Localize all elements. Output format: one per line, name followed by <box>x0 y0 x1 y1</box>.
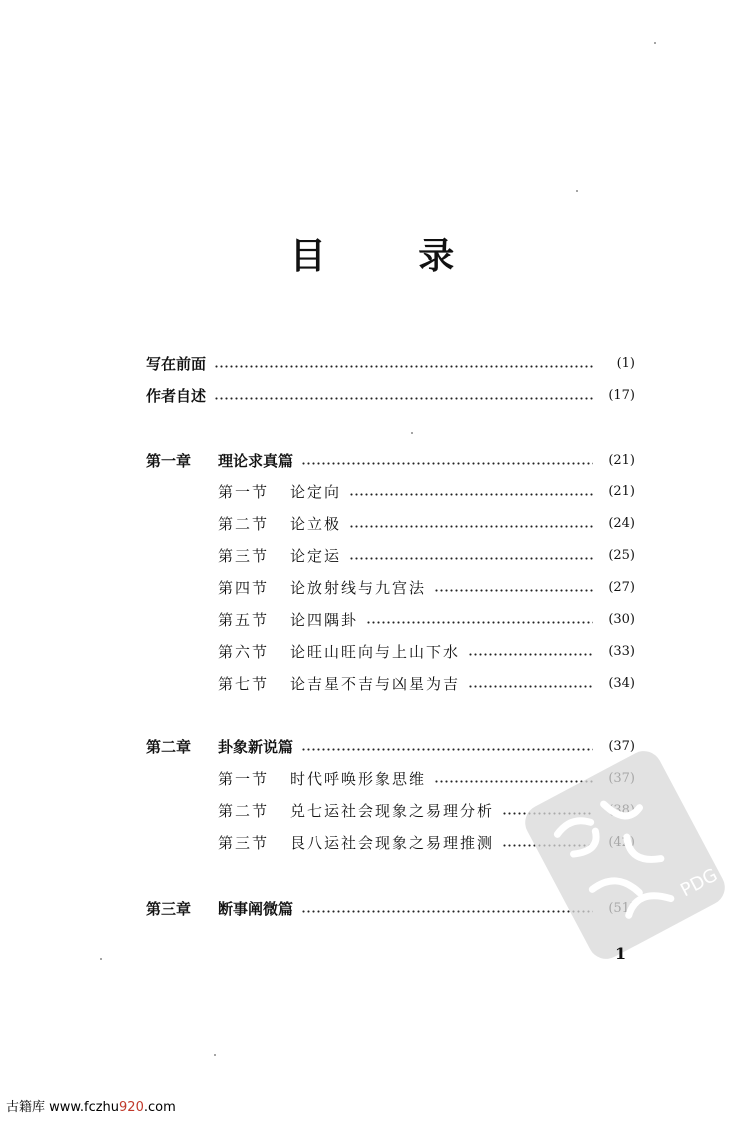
section-number: 第三节 <box>218 547 270 565</box>
chapter-page: (21) <box>608 453 635 468</box>
chapter-number: 第一章 <box>146 452 192 470</box>
chapter-label: 卦象新说篇 <box>218 738 294 756</box>
footer-watermark <box>6 1096 176 1115</box>
leader-dots <box>434 589 593 592</box>
section-number: 第四节 <box>218 579 270 597</box>
footer-url-prefix: www.fczhu <box>49 1100 120 1115</box>
footer-url-suffix: .com <box>143 1100 176 1115</box>
leader-dots <box>301 910 593 913</box>
section-number: 第三节 <box>218 834 270 852</box>
section-number: 第五节 <box>218 611 270 629</box>
scan-speck <box>411 432 413 434</box>
toc-section[interactable] <box>218 545 635 567</box>
footer-site-name: 古籍库 <box>6 1100 46 1115</box>
toc-chapter-2[interactable] <box>146 736 635 758</box>
footer-url-number: 920 <box>119 1100 144 1115</box>
section-page: (21) <box>608 484 635 499</box>
leader-dots <box>301 462 593 465</box>
section-label: 论定向 <box>290 483 342 501</box>
chapter-label: 理论求真篇 <box>218 452 294 470</box>
leader-dots <box>349 557 593 560</box>
toc-entry-page: (17) <box>608 388 635 403</box>
leader-dots <box>349 525 593 528</box>
section-page: (25) <box>608 548 635 563</box>
page-title: 目 录 <box>289 236 495 277</box>
toc-section[interactable] <box>218 609 635 631</box>
toc-chapter-1[interactable] <box>146 450 635 472</box>
section-number: 第二节 <box>218 515 270 533</box>
toc-section[interactable] <box>218 513 635 535</box>
toc-section[interactable] <box>218 673 635 695</box>
seal-text: PDG <box>677 864 722 902</box>
leader-dots <box>366 621 593 624</box>
chapter-label: 断事阐微篇 <box>218 900 294 918</box>
section-label: 时代呼唤形象思维 <box>290 770 427 788</box>
section-label: 论立极 <box>290 515 342 533</box>
section-page: (30) <box>608 612 635 627</box>
chapter-page: (37) <box>608 739 635 754</box>
section-label: 论四隅卦 <box>290 611 359 629</box>
toc-entry-preface[interactable] <box>146 353 635 375</box>
section-label: 论定运 <box>290 547 342 565</box>
scan-speck <box>654 42 656 44</box>
toc-section[interactable] <box>218 481 635 503</box>
section-page: (27) <box>608 580 635 595</box>
scan-speck <box>214 1054 216 1056</box>
section-page: (34) <box>608 676 635 691</box>
footer-url[interactable] <box>49 1100 176 1115</box>
chapter-number: 第二章 <box>146 738 192 756</box>
section-label: 论旺山旺向与上山下水 <box>290 643 461 661</box>
section-number: 第七节 <box>218 675 270 693</box>
section-label: 兑七运社会现象之易理分析 <box>290 802 495 820</box>
leader-dots <box>214 365 593 368</box>
scan-speck <box>100 958 102 960</box>
leader-dots <box>349 493 593 496</box>
section-page: (24) <box>608 516 635 531</box>
scan-speck <box>576 190 578 192</box>
leader-dots <box>214 397 593 400</box>
leader-dots <box>468 685 593 688</box>
section-label: 论放射线与九宫法 <box>290 579 427 597</box>
toc-entry-author-note[interactable] <box>146 385 635 407</box>
section-number: 第六节 <box>218 643 270 661</box>
toc-entry-page: (1) <box>616 356 635 371</box>
leader-dots <box>301 748 593 751</box>
toc-section[interactable] <box>218 641 635 663</box>
section-number: 第二节 <box>218 802 270 820</box>
section-number: 第一节 <box>218 483 270 501</box>
toc-section[interactable] <box>218 577 635 599</box>
section-page: (33) <box>608 644 635 659</box>
chapter-number: 第三章 <box>146 900 192 918</box>
section-label: 艮八运社会现象之易理推测 <box>290 834 495 852</box>
section-label: 论吉星不吉与凶星为吉 <box>290 675 461 693</box>
toc-entry-label: 作者自述 <box>146 387 207 405</box>
section-number: 第一节 <box>218 770 270 788</box>
toc-entry-label: 写在前面 <box>146 355 207 373</box>
page-number: 1 <box>615 944 627 963</box>
leader-dots <box>468 653 593 656</box>
